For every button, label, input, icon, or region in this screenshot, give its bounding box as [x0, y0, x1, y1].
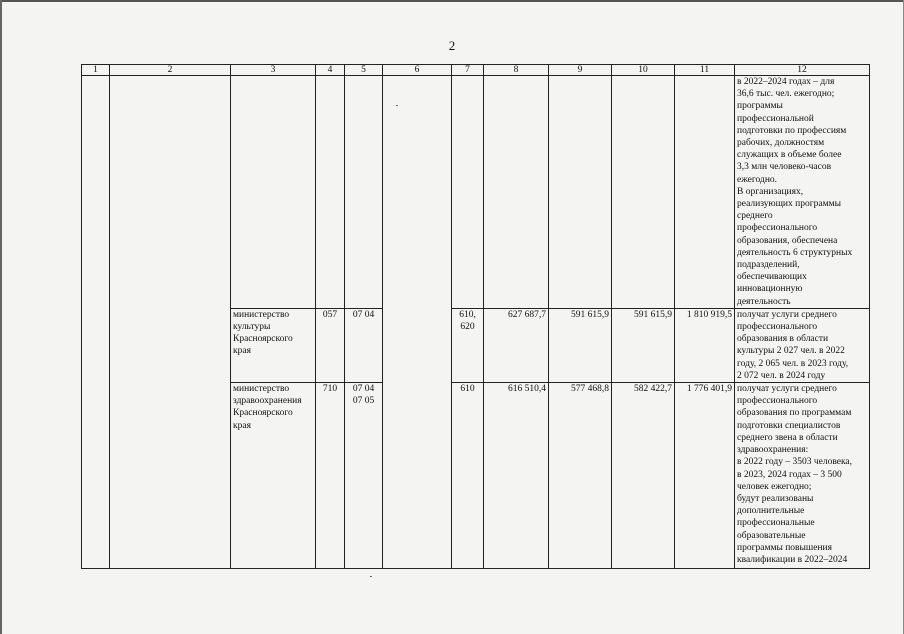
cell-amount-total: 1 776 401,9	[675, 383, 735, 569]
cell-amount-total	[675, 76, 735, 309]
cell-ministry: министерство здравоохранения Красноярского края	[231, 383, 316, 569]
cell-type: 610	[452, 383, 484, 569]
table-row	[82, 76, 870, 309]
cell-code: 710	[316, 383, 345, 569]
header-col-10: 10	[612, 65, 675, 76]
header-col-6: 6	[383, 65, 452, 76]
page-edge-top	[0, 0, 904, 2]
cell-col-1	[82, 76, 110, 569]
cell-result: в 2022–2024 годах – для 36,6 тыс. чел. ежегодно; программы профессиональной подготовки по профессиям рабочих, должностям служащих в объеме более 3,3 млн человеко-часов ежегодно. В организациях, реализующих программы среднего профессионального образования, обеспечена деятельность 6 структурных подразделений, обеспечивающих инновационную деятельность	[735, 76, 870, 309]
cell-ministry: министерство культуры Красноярского края	[231, 308, 316, 382]
cell-col-2	[110, 76, 231, 569]
cell-section	[345, 76, 383, 309]
header-col-8: 8	[484, 65, 549, 76]
cell-amount-2024: 582 422,7	[612, 383, 675, 569]
header-col-5: 5	[345, 65, 383, 76]
cell-col-6	[383, 76, 452, 569]
header-col-7: 7	[452, 65, 484, 76]
cell-type: 610, 620	[452, 308, 484, 382]
page-number: 2	[448, 38, 456, 53]
cell-code	[316, 76, 345, 309]
cell-amount-2024	[612, 76, 675, 309]
cell-amount-2022	[484, 76, 549, 309]
header-row	[82, 65, 870, 76]
cell-type	[452, 76, 484, 309]
cell-amount-2023: 591 615,9	[549, 308, 612, 382]
budget-table	[81, 64, 870, 569]
cell-amount-2022: 616 510,4	[484, 383, 549, 569]
page-edge-left	[0, 0, 2, 634]
header-col-3: 3	[231, 65, 316, 76]
header-col-1: 1	[82, 65, 110, 76]
cell-amount-total: 1 810 919,5	[675, 308, 735, 382]
cell-code: 057	[316, 308, 345, 382]
cell-result: получат услуги среднего профессионального образования в области культуры 2 027 чел. в 2022 году, 2 065 чел. в 2023 году, 2 072 чел. в 2024 году	[735, 308, 870, 382]
header-col-11: 11	[675, 65, 735, 76]
scan-speck	[370, 576, 372, 577]
cell-amount-2023: 577 468,8	[549, 383, 612, 569]
cell-result: получат услуги среднего профессионального образования по программам подготовки специалистов среднего звена в области здравоохранения: в 2022 году – 3503 человека, в 2023, 2024 годах – 3 500 человек ежегодно; будут реализованы дополнительные профессиональные образовательные программы повышения квалификации в 2022–2024	[735, 383, 870, 569]
scan-speck	[396, 105, 398, 106]
cell-amount-2023	[549, 76, 612, 309]
header-col-4: 4	[316, 65, 345, 76]
header-col-9: 9	[549, 65, 612, 76]
cell-ministry	[231, 76, 316, 309]
cell-amount-2024: 591 615,9	[612, 308, 675, 382]
cell-section: 07 04	[345, 308, 383, 382]
cell-amount-2022: 627 687,7	[484, 308, 549, 382]
header-col-12: 12	[735, 65, 870, 76]
cell-section: 07 04 07 05	[345, 383, 383, 569]
header-col-2: 2	[110, 65, 231, 76]
